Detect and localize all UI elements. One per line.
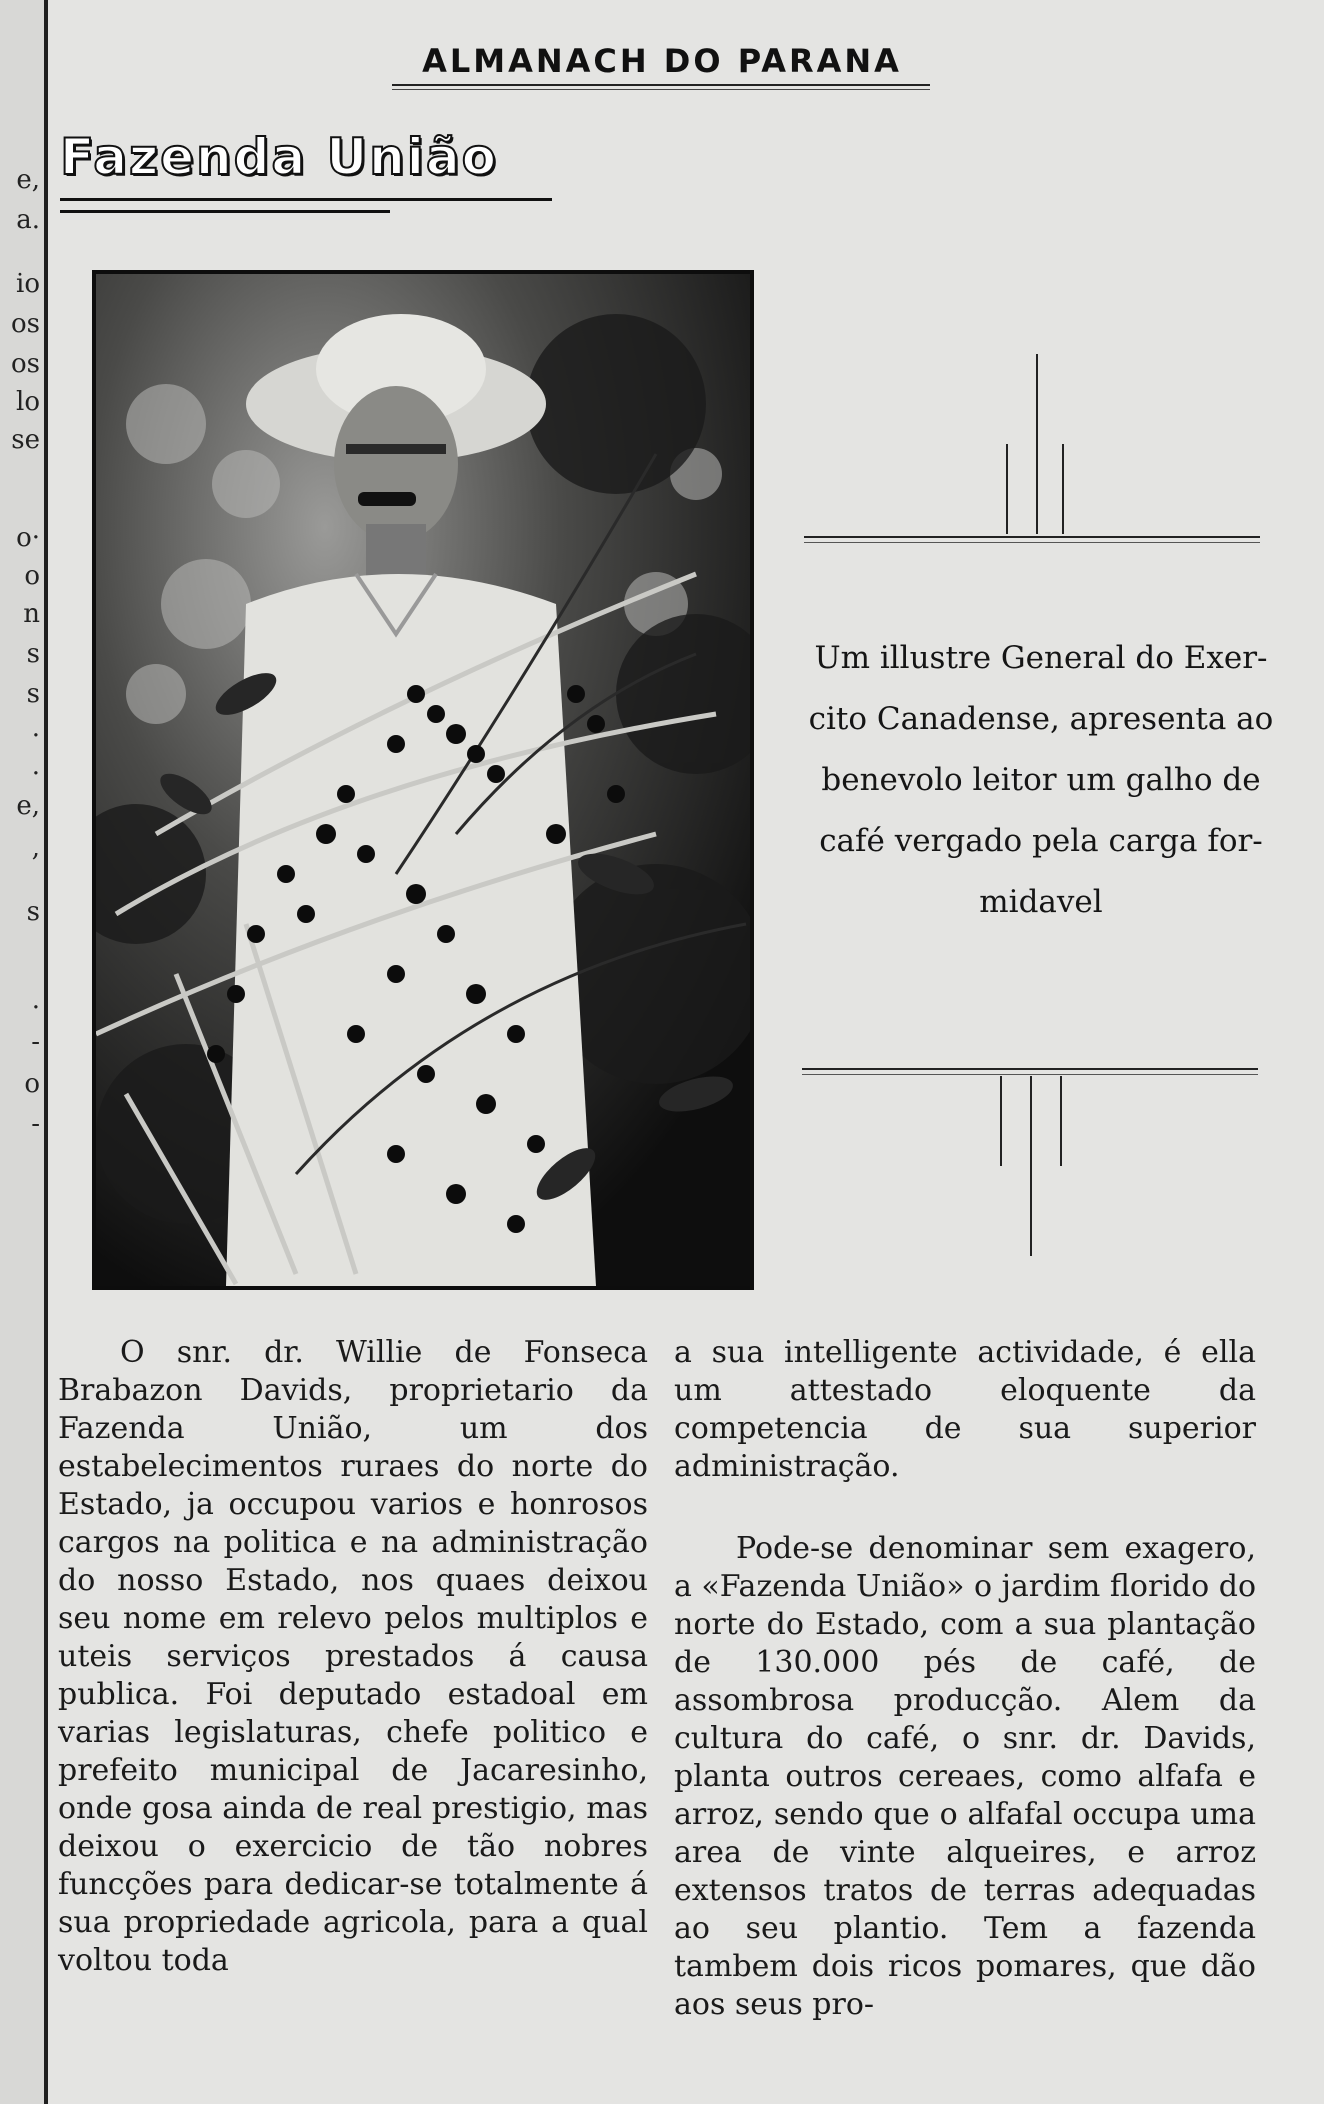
ornament-line — [1006, 444, 1008, 534]
body-paragraph: a sua intelligente actividade, é ella um attestado eloquente da competencia de sua superior administração. — [674, 1335, 1256, 1484]
ornament-line — [802, 1068, 1258, 1070]
ornament-line — [1036, 354, 1038, 534]
portrait-photo — [92, 270, 754, 1290]
ornament-line — [1062, 444, 1064, 534]
margin-fragment: . — [31, 985, 40, 1015]
margin-fragment: s — [26, 679, 40, 709]
margin-fragment: io — [16, 269, 40, 299]
running-head-rule — [392, 84, 930, 86]
margin-fragment: - — [31, 1109, 40, 1139]
margin-fragment: a. — [16, 205, 40, 235]
margin-fragment: os — [11, 349, 40, 379]
ornament-line — [804, 542, 1260, 543]
title-rule-long — [60, 198, 552, 201]
margin-fragment: - — [31, 1027, 40, 1057]
title-rule-short — [60, 210, 390, 213]
photo-caption: Um illustre General do Exer‑ cito Canadense, apresenta ao benevolo leitor um galho de café vergado pela carga for‑ midavel — [808, 640, 1274, 920]
margin-fragment: se — [11, 425, 40, 455]
article-title: Fazenda União — [60, 128, 498, 186]
margin-fragment: . — [31, 713, 40, 743]
margin-fragment: e, — [16, 165, 40, 195]
ornament-line — [1030, 1076, 1032, 1256]
margin-fragment: o — [24, 1069, 40, 1099]
margin-fragment: , — [31, 833, 40, 863]
margin-fragment: . — [31, 751, 40, 781]
margin-fragment: os — [11, 309, 40, 339]
body-column-left — [58, 1334, 648, 1980]
body-paragraph: Pode-se denominar sem exagero, a «Fazenda União» o jardim florido do norte do Estado, com a sua plantação de 130.000 pés de café, de assombrosa producção. Alem da cultura do café, o snr. dr. Davids, planta outros cereaes, como alfafa e arroz, sendo que o alfafal occupa uma area de vinte alqueires, e arroz extensos tratos de terras adequadas ao seu plantio. Tem a fazenda tambem dois ricos pomares, que dão aos seus pro- — [674, 1531, 1256, 2022]
ornament-line — [802, 1074, 1258, 1075]
margin-fragment: s — [26, 639, 40, 669]
margin-fragment: lo — [16, 387, 40, 417]
margin-fragment: e, — [16, 791, 40, 821]
margin-fragment: s — [26, 897, 40, 927]
ornament-line — [804, 536, 1260, 538]
body-paragraph: O snr. dr. Willie de Fonseca Brabazon Davids, proprietario da Fazenda União, um dos estabelecimentos ruraes do norte do Estado, ja occupou varios e honrosos cargos na politica e na administração do nosso Estado, nos quaes deixou seu nome em relevo pelos multiplos e uteis serviços prestados á causa publica. Foi deputado estadoal em varias legislaturas, chefe politico e prefeito municipal de Jacaresinho, onde gosa ainda de real prestigio, mas deixou o exercicio de tão nobres funcções para dedicar-se totalmente á sua propriedade agricola, para a qual voltou toda — [58, 1335, 648, 1978]
margin-fragment: n — [23, 599, 40, 629]
ornament-line — [1060, 1076, 1062, 1166]
body-column-right — [674, 1334, 1256, 2024]
margin-fragment: o· — [16, 523, 40, 553]
ornament-line — [1000, 1076, 1002, 1166]
margin-fragment: o — [24, 561, 40, 591]
running-head-rule-thin — [392, 89, 930, 90]
running-head: ALMANACH DO PARANA — [422, 42, 902, 80]
